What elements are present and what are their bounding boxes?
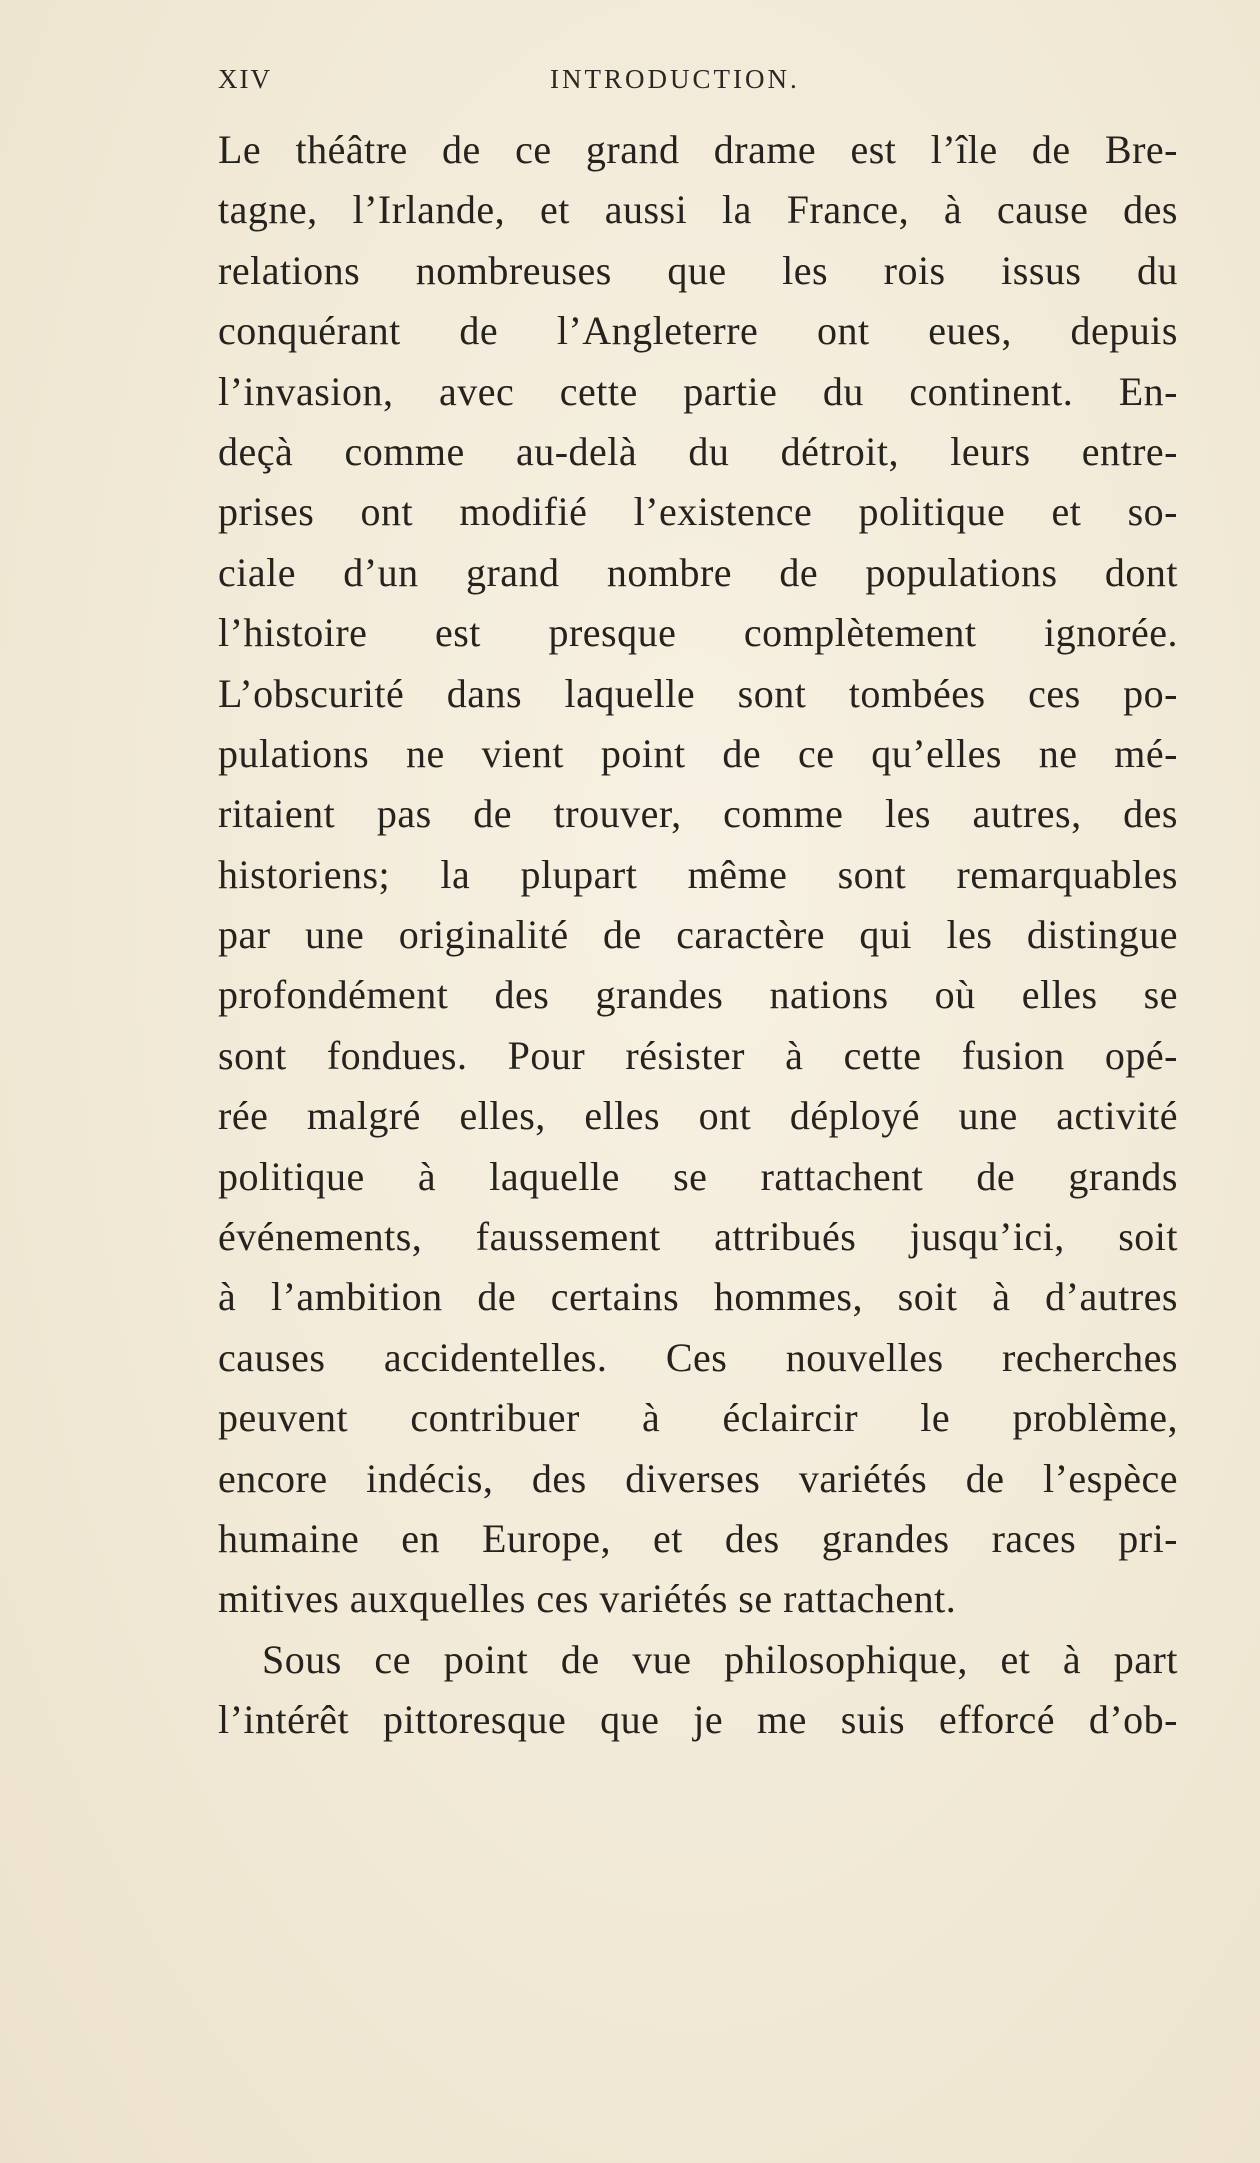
text-line: pulations ne vient point de ce qu’elles ne mé- [218,730,1178,776]
text-line: relations nombreuses que les rois issus du [218,247,1178,293]
text-line: conquérant de l’Angleterre ont eues, depuis [218,308,1178,354]
text-line: l’invasion, avec cette partie du continent. En- [218,368,1178,414]
text-line: à l’ambition de certains hommes, soit à d’autres [218,1274,1178,1320]
text-line: l’intérêt pittoresque que je me suis efforcé d’ob- [218,1697,1178,1743]
text-line: humaine en Europe, et des grandes races pri- [218,1515,1178,1561]
text-line: peuvent contribuer à éclaircir le problème, [218,1395,1178,1441]
text-line: tagne, l’Irlande, et aussi la France, à cause des [218,187,1178,233]
body-text [218,120,1178,1751]
text-line: prises ont modifié l’existence politique et so- [218,489,1178,535]
text-line: l’histoire est presque complètement ignorée. [218,610,1178,656]
text-line: sont fondues. Pour résister à cette fusion opé- [218,1032,1178,1078]
text-line: historiens; la plupart même sont remarquables [218,851,1178,897]
text-line: deçà comme au-delà du détroit, leurs entre- [218,428,1178,474]
page-header [218,64,1178,104]
text-line: événements, faussement attribués jusqu’ici, soit [218,1214,1178,1260]
page-number: XIV [218,64,272,94]
text-line: L’obscurité dans laquelle sont tombées ces po- [218,670,1178,716]
text-line: politique à laquelle se rattachent de grands [218,1153,1178,1199]
text-line: ritaient pas de trouver, comme les autres, des [218,791,1178,837]
text-line: Le théâtre de ce grand drame est l’île de Bre- [218,127,1178,172]
text-line: encore indécis, des diverses variétés de l’espèce [218,1455,1178,1501]
text-line: profondément des grandes nations où elles se [218,972,1178,1018]
running-head: INTRODUCTION. [550,64,800,94]
paragraph-start-line: Sous ce point de vue philosophique, et à part [262,1636,1178,1682]
text-line: causes accidentelles. Ces nouvelles recherches [218,1334,1178,1380]
text-line: mitives auxquelles ces variétés se rattachent. [218,1576,957,1622]
text-line: ciale d’un grand nombre de populations dont [218,549,1178,595]
text-line: rée malgré elles, elles ont déployé une activité [218,1093,1178,1139]
text-line: par une originalité de caractère qui les distingue [218,912,1178,958]
